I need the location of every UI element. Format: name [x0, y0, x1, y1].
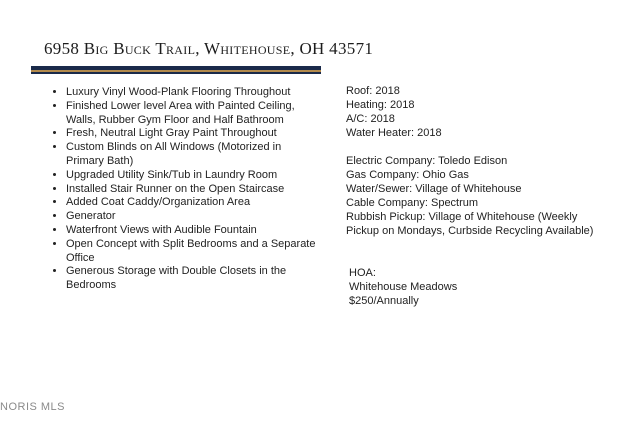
hoa-section [349, 266, 457, 308]
hoa-fee: $250/Annually [349, 295, 419, 307]
utility-line: Electric Company: Toledo Edison [346, 155, 508, 167]
feature-item: • Installed Stair Runner on the Open Staircase [66, 183, 316, 197]
feature-item: • Generator [66, 210, 316, 224]
utility-line: Cable Company: Spectrum [346, 197, 479, 209]
utilities-section [346, 154, 593, 238]
property-address-title: 6958 Big Buck Trail, Whitehouse, OH 43571 [44, 39, 374, 58]
feature-item: • Custom Blinds on All Windows (Motorized in Primary Bath) [66, 141, 316, 169]
feature-item: • Generous Storage with Double Closets in the Bedrooms [66, 265, 316, 293]
decorative-divider-gold [31, 70, 321, 72]
feature-item: • Waterfront Views with Audible Fountain [66, 224, 316, 238]
system-line: A/C: 2018 [346, 113, 395, 125]
feature-item: • Luxury Vinyl Wood-Plank Flooring Throughout [66, 86, 316, 100]
features-list [54, 86, 316, 293]
feature-item: • Open Concept with Split Bedrooms and a Separate Office [66, 238, 316, 266]
system-line: Water Heater: 2018 [346, 127, 442, 139]
system-line: Roof: 2018 [346, 85, 400, 97]
mls-watermark: NORIS MLS [0, 401, 66, 413]
utility-line: Rubbish Pickup: Village of Whitehouse (Weekly [346, 211, 578, 223]
systems-section [346, 84, 442, 140]
feature-item: • Fresh, Neutral Light Gray Paint Throughout [66, 127, 316, 141]
feature-item: • Upgraded Utility Sink/Tub in Laundry Room [66, 169, 316, 183]
hoa-label: HOA: [349, 267, 376, 279]
utility-line: Gas Company: Ohio Gas [346, 169, 469, 181]
feature-item: • Finished Lower level Area with Painted Ceiling, Walls, Rubber Gym Floor and Half Bathroom [66, 100, 316, 128]
system-line: Heating: 2018 [346, 99, 415, 111]
utility-line: Water/Sewer: Village of Whitehouse [346, 183, 522, 195]
hoa-name: Whitehouse Meadows [349, 281, 458, 293]
feature-item: • Added Coat Caddy/Organization Area [66, 196, 316, 210]
utility-line: Pickup on Mondays, Curbside Recycling Available) [346, 225, 594, 237]
